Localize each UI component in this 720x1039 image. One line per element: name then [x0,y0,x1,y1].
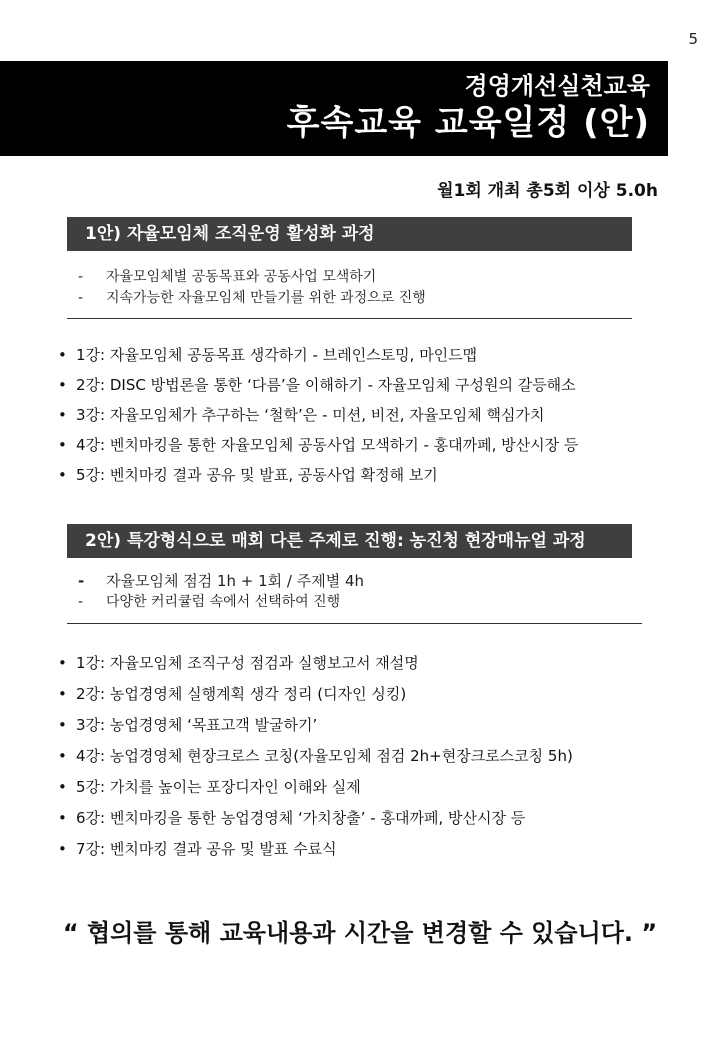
title-banner [0,61,668,156]
plan1-lecture: • 2강: DISC 방법론을 통한 ‘다름’을 이해하기 - 자율모임체 구성원의 갈등해소 [58,376,576,394]
plan2-lecture: • 7강: 벤치마킹 결과 공유 및 발표 수료식 [58,840,337,858]
plan1-notes [78,267,426,309]
plan2-lecture: • 2강: 농업경영체 실행계획 생각 정리 (디자인 싱킹) [58,685,407,703]
plan1-divider [67,318,632,319]
plan2-note: - 다양한 커리큘럼 속에서 선택하여 진행 [78,594,341,610]
plan2-lecture: • 3강: 농업경영체 ‘목표고객 발굴하기’ [58,716,318,734]
title-line-1: 경영개선실천교육 [464,72,650,100]
plan2-lecture: • 1강: 자율모임체 조직구성 점검과 실행보고서 재설명 [58,654,419,672]
plan2-lectures [58,652,573,869]
plan2-notes [78,571,364,613]
plan2-note: - 자율모임체 점검 1h + 1회 / 주제별 4h [78,572,365,590]
plan2-divider [67,623,642,624]
plan1-lecture: • 5강: 벤치마킹 결과 공유 및 발표, 공동사업 확정해 보기 [58,466,438,484]
plan1-title-bar: 1안) 자율모임체 조직운영 활성화 과정 [67,217,632,251]
page-number: 5 [688,30,698,48]
plan1-lecture: • 1강: 자율모임체 공동목표 생각하기 - 브레인스토밍, 마인드맵 [58,346,478,364]
closing-note: “ 협의를 통해 교육내용과 시간을 변경할 수 있습니다. ” [62,919,658,947]
plan1-note: - 자율모임체별 공동목표와 공동사업 모색하기 [78,269,377,285]
schedule-summary: 월1회 개최 총5회 이상 5.0h [437,181,658,201]
plan1-lectures [58,344,578,494]
plan2-lecture: • 4강: 농업경영체 현장크로스 코칭(자율모임체 점검 2h+현장크로스코칭 5h) [58,747,573,765]
plan1-lecture: • 3강: 자율모임체가 추구하는 ‘철학’은 - 미션, 비전, 자율모임체 핵심가치 [58,406,545,424]
plan1-lecture: • 4강: 벤치마킹을 통한 자율모임체 공동사업 모색하기 - 홍대까페, 방산시장 등 [58,436,579,454]
plan2-lecture: • 6강: 벤치마킹을 통한 농업경영체 ‘가치창출’ - 홍대까페, 방산시장 등 [58,809,526,827]
plan1-note: - 지속가능한 자율모임체 만들기를 위한 과정으로 진행 [78,290,426,306]
plan2-title-bar: 2안) 특강형식으로 매회 다른 주제로 진행: 농진청 현장매뉴얼 과정 [67,524,632,558]
plan2-lecture: • 5강: 가치를 높이는 포장디자인 이해와 실제 [58,778,361,796]
page-title: 후속교육 교육일정 (안) [286,103,650,143]
